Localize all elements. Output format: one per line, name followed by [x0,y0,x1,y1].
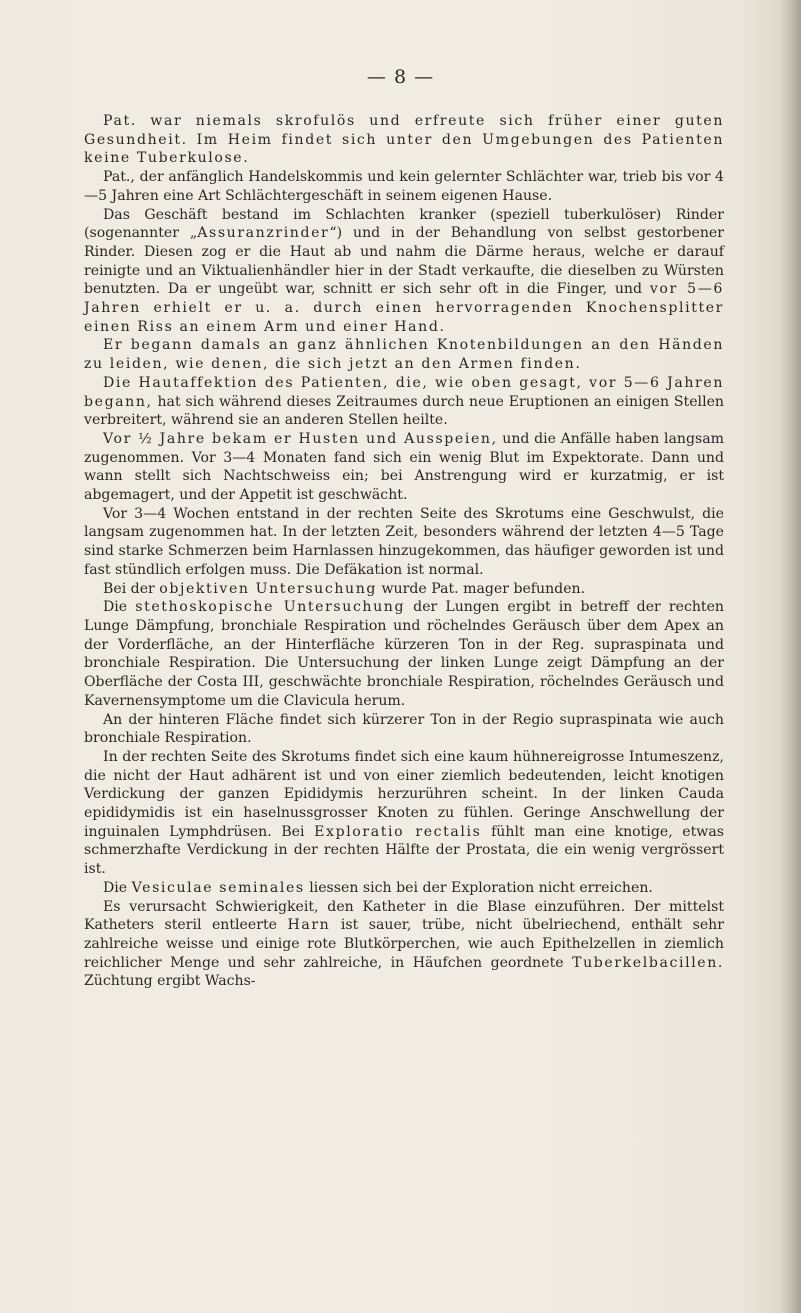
text-segment: Bei der [103,580,160,597]
paragraph [84,206,724,337]
paragraph [84,748,724,879]
text-segment: An der hinteren Fläche findet sich kürzerer Ton in der Regio supraspinata wie auch bronchiale Respiration. [84,711,724,747]
spaced-text-segment: Tuberkelbacillen. [572,954,724,971]
paragraph [84,374,724,430]
text-segment: In der rechten Seite des Skrotums findet sich eine kaum hühnereigrosse Intumeszenz, die nicht der Haut adhärent ist und von einer ziemlich bedeutenden, leicht knotigen Verdickung der ganzen Epididymis herzurühren scheint. In der linken Cauda epididymidis ist ein haselnussgrosser Knoten zu fühlen. Geringe Anschwellung der inguinalen Lymphdrüsen. Bei [84,748,724,840]
paragraph [84,168,724,205]
text-segment: fühlt man eine knotige, etwas schmerzhafte Verdickung in der rechten Hälfte der Prostata, die ein wenig vergrössert ist. [84,823,724,878]
text-segment: hat sich während dieses Zeitraumes durch neue Eruptionen an einigen Stellen verbreitert, während sie an anderen Stellen heilte. [84,393,724,429]
text-segment: Die [103,599,136,616]
text-segment: Züchtung ergibt Wachs- [84,973,256,990]
spaced-text-segment: Pat. war niemals skrofulös und erfreute sich früher einer guten Gesundheit. Im Heim findet sich unter den Umgebungen des Patienten keine Tuberkulose. [84,113,724,167]
paragraph [84,430,724,505]
body-text [84,112,724,991]
text-segment: wurde Pat. mager befunden. [377,580,586,597]
text-segment: der Lungen ergibt in betreff der rechten Lunge Dämpfung, bronchiale Respiration und röchelndes Geräusch über dem Apex an der Vorderfläche, an der Hinterfläche kürzeren Ton in der Reg. supraspinata und bronchiale Respiration. Die Untersuchung der linken Lunge zeigt Dämpfung an der Oberfläche der Costa III, geschwächte bronchiale Respiration, röchelndes Geräusch und Kavernensymptome um die Clavicula herum. [84,599,724,709]
spaced-text-segment: stethoskopische Untersuchung [135,599,406,616]
text-segment: ist sauer, trübe, nicht übelriechend, enthält sehr zahlreiche weisse und einige rote Blutkörperchen, wie auch Epithelzellen in ziemlich reichlicher Menge und sehr zahlreiche, in Häufchen geordnete [84,917,724,971]
text-segment: “) und in der Behandlung von selbst gestorbener Rinder. Diesen zog er die Haut ab und nahm die Därme heraus, welche er darauf reinigte und an Viktualienhändler hier in der Stadt verkaufte, die dieselben zu Würsten benutzten. Da er ungeübt war, schnitt er sich sehr oft in die Finger, und [84,225,724,298]
spaced-text-segment: Vesiculae seminales [131,879,305,896]
spaced-text-segment: Harn [287,917,331,934]
text-segment: liessen sich bei der Exploration nicht erreichen. [304,879,653,896]
text-segment: Das Geschäft bestand im Schlachten kranker (speziell tuberkulöser) Rinder (sogenannter „ [84,206,724,242]
page-number: — 8 — [366,66,435,88]
spaced-text-segment: vor 5—6 Jahren erhielt er u. a. durch einen hervorragenden Knochensplitter einen Riss an einem Arm und einer Hand. [84,281,724,335]
text-segment: Die [103,879,132,896]
text-segment: Pat., der anfänglich Handelskommis und kein gelernter Schlächter war, trieb bis vor 4—5 Jahren eine Art Schlächtergeschäft in seinem eigenen Hause. [84,169,724,204]
paragraph [84,580,724,599]
spaced-text-segment: objektiven Untersuchung [159,580,378,597]
paragraph [84,879,724,898]
spaced-text-segment: Die Hautaffektion des Patienten, die, wie oben gesagt, vor 5—6 Jahren begann, [84,374,724,410]
spaced-text-segment: Vor ½ Jahre bekam er Husten und Ausspeien, [103,430,498,447]
paragraph [84,112,724,168]
spaced-text-segment: Assuranzrinder [197,225,330,242]
spaced-text-segment: Exploratio rectalis [314,823,482,840]
paragraph [84,598,724,710]
text-segment: Es verursacht Schwierigkeit, den Katheter in die Blase einzuführen. Der mittelst Katheters steril entleerte [84,898,724,934]
paragraph [84,505,724,580]
page-edge-shadow [779,0,801,1313]
spaced-text-segment: Er begann damals an ganz ähnlichen Knotenbildungen an den Händen zu leiden, wie denen, die sich jetzt an den Armen finden. [84,337,724,373]
paragraph [84,336,724,373]
text-segment: Vor 3—4 Wochen entstand in der rechten Seite des Skrotums eine Geschwulst, die langsam zugenommen hat. In der letzten Zeit, besonders während der letzten 4—5 Tage sind starke Schmerzen beim Harnlassen hinzugekommen, das häufiger geworden ist und fast stündlich erfolgen muss. Die Defäkation ist normal. [84,505,724,578]
paragraph [84,711,724,748]
text-segment: und die Anfälle haben langsam zugenommen. Vor 3—4 Monaten fand sich ein wenig Blut im Expektorate. Dann und wann stellt sich Nachtschweiss ein; bei Anstrengung wird er kurzatmig, er ist abgemagert, und der Appetit ist geschwächt. [84,430,724,504]
paragraph [84,898,724,992]
